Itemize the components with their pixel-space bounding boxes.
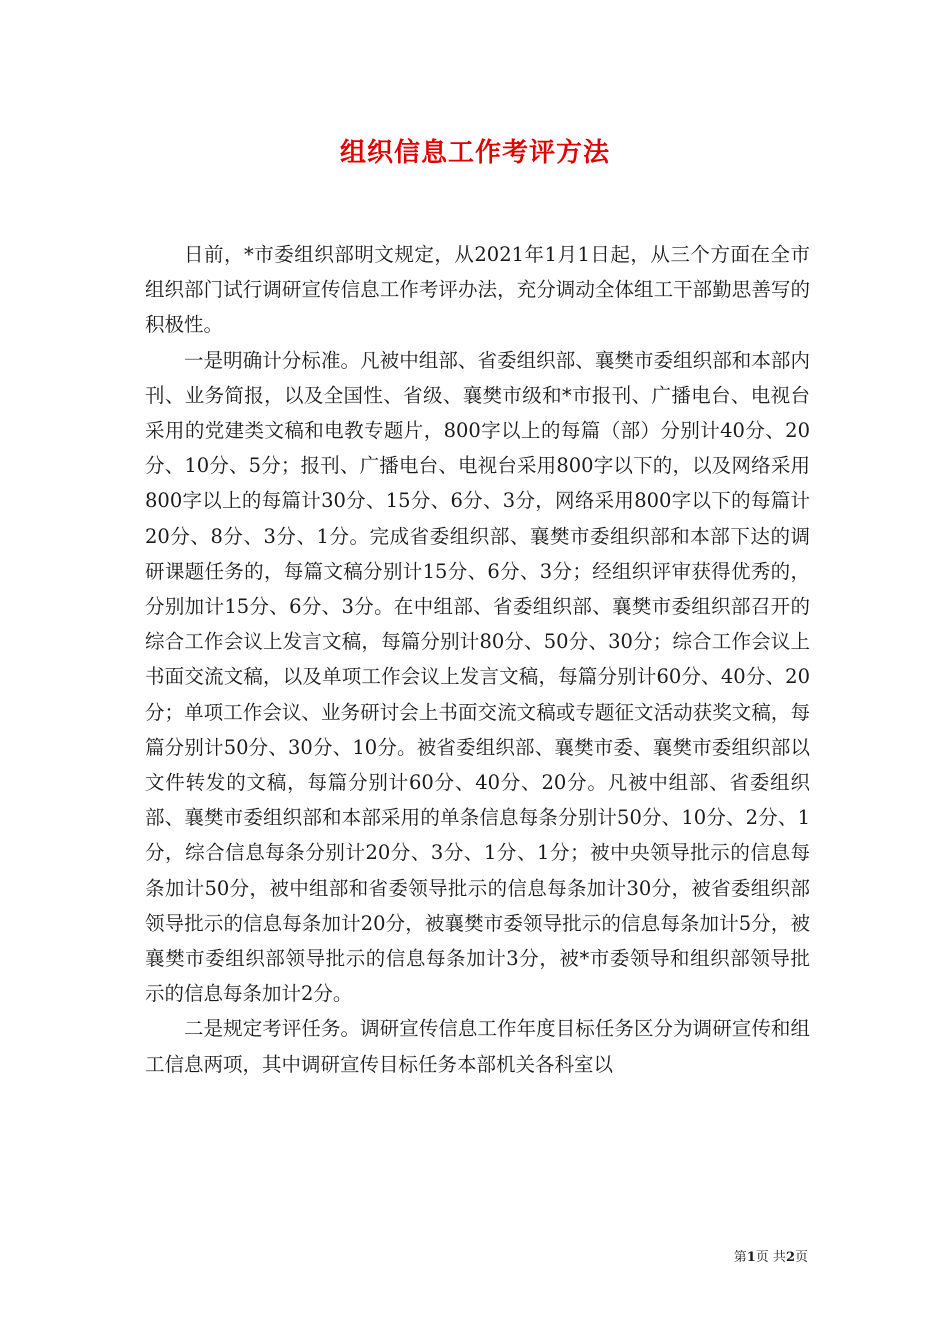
document-body xyxy=(145,237,810,1082)
footer-page-number: 1 xyxy=(746,1250,756,1265)
document-title: 组织信息工作考评方法 xyxy=(339,138,610,168)
page-footer xyxy=(734,1246,808,1265)
paragraph-scoring-standards: 一是明确计分标准。凡被中组部、省委组织部、襄樊市委组织部和本部内刊、业务简报，以及全国性、省级、襄樊市级和*市报刊、广播电台、电视台采用的党建类文稿和电教专题片，800字以上的每篇（部）分别计40分、20分、10分、5分；报刊、广播电台、电视台采用800字以下的，以及网络采用800字以上的每篇计30分、15分、6分、3分，网络采用800字以下的每篇计20分、8分、3分、1分。完成省委组织部、襄樊市委组织部和本部下达的调研课题任务的，每篇文稿分别计15分、6分、3分；经组织评审获得优秀的，分别加计15分、6分、3分。在中组部、省委组织部、襄樊市委组织部召开的综合工作会议上发言文稿，每篇分别计80分、50分、30分；综合工作会议上书面交流文稿，以及单项工作会议上发言文稿，每篇分别计60分、40分、20分；单项工作会议、业务研讨会上书面交流文稿或专题征文活动获奖文稿，每篇分别计50分、30分、10分。被省委组织部、襄樊市委、襄樊市委组织部以文件转发的文稿，每篇分别计60分、40分、20分。凡被中组部、省委组织部、襄樊市委组织部和本部采用的单条信息每条分别计50分、10分、2分、1分，综合信息每条分别计20分、3分、1分、1分；被中央领导批示的信息每条加计50分，被中组部和省委领导批示的信息每条加计30分，被省委组织部领导批示的信息每条加计20分，被襄樊市委领导批示的信息每条加计5分，被襄樊市委组织部领导批示的信息每条加计3分，被*市委领导和组织部领导批示的信息每条加计2分。 xyxy=(145,348,810,1006)
footer-suffix: 页 xyxy=(794,1250,808,1265)
footer-middle: 页 共 xyxy=(755,1250,786,1265)
footer-prefix: 第 xyxy=(733,1250,747,1265)
paragraph-evaluation-tasks: 二是规定考评任务。调研宣传信息工作年度目标任务区分为调研宣传和组工信息两项，其中调研宣传目标任务本部机关各科室以 xyxy=(145,1017,810,1076)
footer-total-pages: 2 xyxy=(785,1250,795,1265)
paragraph-intro: 日前，*市委组织部明文规定，从2021年1月1日起，从三个方面在全市组织部门试行调研宣传信息工作考评办法，充分调动全体组工干部勤思善写的积极性。 xyxy=(145,243,810,337)
